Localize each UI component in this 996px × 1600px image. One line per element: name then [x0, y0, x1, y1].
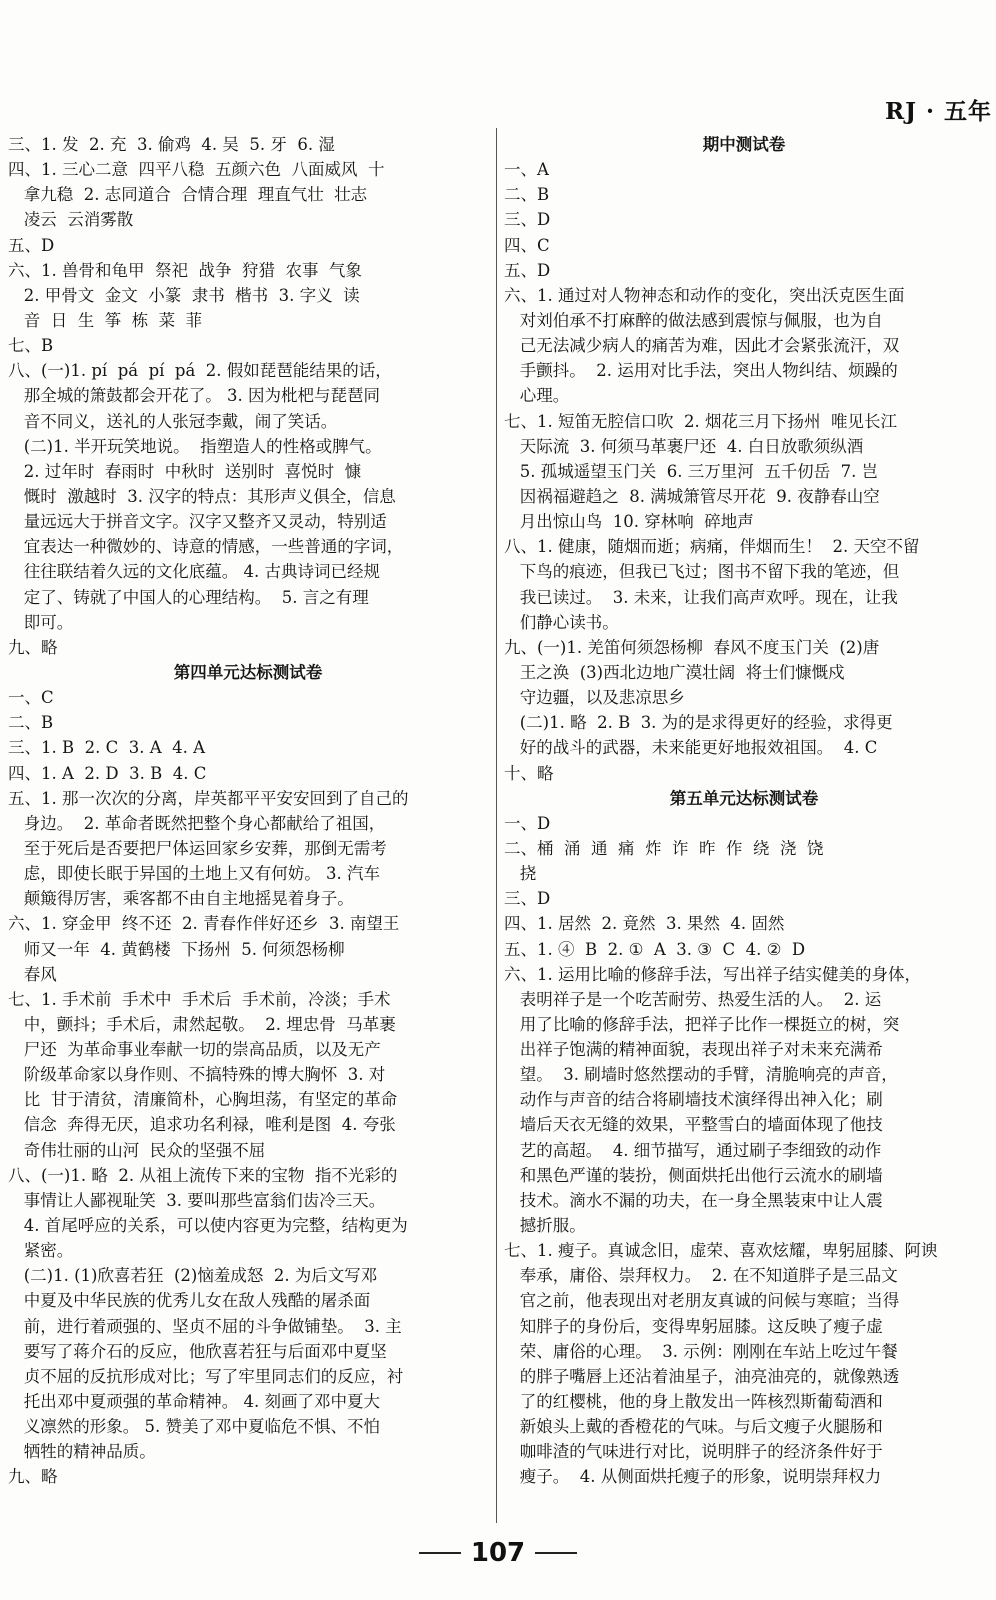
answer-line: 奇伟壮丽的山河 民众的坚强不屈 — [8, 1140, 266, 1160]
answer-line: 新娘头上戴的香橙花的气味。与后文瘦子火腿肠和 — [504, 1417, 883, 1437]
answer-line: 艺的高超。 4. 细节描写，通过刷子李细致的动作 — [504, 1140, 882, 1160]
answer-line: 因祸福避趋之 8. 满城箫管尽开花 9. 夜静春山空 — [504, 486, 880, 506]
answer-line: 技术。滴水不漏的功夫，在一身全黑装束中让人震 — [504, 1190, 883, 1210]
answer-line: 三、1. B 2. C 3. A 4. A — [8, 738, 206, 758]
answer-line: 墙后天衣无缝的效果，平整雪白的墙面体现了他技 — [504, 1115, 883, 1135]
answer-line: 挠 — [504, 864, 537, 884]
answer-line: 六、1. 穿金甲 终不还 2. 青春作伴好还乡 3. 南望王 — [8, 914, 400, 934]
answer-line: 尸还 为革命事业奉献一切的崇高品质，以及无产 — [8, 1040, 381, 1060]
answer-line: 一、A — [504, 160, 549, 180]
page-number: 107 — [470, 1538, 526, 1568]
answer-line: 七、B — [8, 336, 54, 356]
answer-line: 信念 奔得无厌，追求功名利禄，唯利是图 4. 夸张 — [8, 1115, 396, 1135]
answer-line: 2. 过年时 春雨时 中秋时 送别时 喜悦时 慷 — [8, 461, 362, 481]
answer-line: 虑，即使长眠于异国的土地上又有何妨。 3. 汽车 — [8, 864, 380, 884]
answer-line: 的胖子嘴唇上还沾着油星子，油亮油亮的，就像熟透 — [504, 1366, 900, 1386]
answer-line: 十、略 — [504, 763, 554, 783]
answer-line: 王之涣 (3)西北边地广漠壮阔 将士们慷慨戍 — [504, 662, 845, 682]
answer-line: 定了、铸就了中国人的心理结构。 5. 言之有理 — [8, 587, 369, 607]
answer-line: 己无法减少病人的痛苦为难，因此才会紧张流汗，双 — [504, 336, 900, 356]
answer-line: 四、C — [504, 235, 550, 255]
answer-line: 八、(一)1. pí pá pí pá 2. 假如琵琶能结果的话， — [8, 361, 392, 381]
answer-line: 奉承，庸俗、崇拜权力。 2. 在不知道胖子是三品文 — [504, 1266, 898, 1286]
answer-line: 守边疆，以及悲凉思乡 — [504, 688, 685, 708]
answer-line: 手颤抖。 2. 运用对比手法，突出人物纠结、烦躁的 — [504, 361, 898, 381]
answer-line: 托出邓中夏顽强的革命精神。 4. 刻画了邓中夏大 — [8, 1392, 380, 1412]
answer-line: 七、1. 手术前 手术中 手术后 手术前，冷淡；手术 — [8, 989, 391, 1009]
answer-line: 六、1. 通过对人物神态和动作的变化，突出沃克医生面 — [504, 285, 905, 305]
answer-line: 2. 甲骨文 金文 小篆 隶书 楷书 3. 字义 读 — [8, 285, 360, 305]
right-column — [504, 132, 984, 1490]
page-footer — [0, 1538, 996, 1568]
answer-line: 二、B — [8, 713, 54, 733]
answer-line: 中，颤抖；手术后，肃然起敬。 2. 埋忠骨 马革裹 — [8, 1014, 396, 1034]
answer-line: 4. 首尾呼应的关系，可以使内容更为完整，结构更为 — [8, 1216, 408, 1236]
answer-line: 出祥子饱满的精神面貌，表现出祥子对未来充满希 — [504, 1040, 883, 1060]
answer-line: 官之前，他表现出对老朋友真诚的问候与寒暄；当得 — [504, 1291, 900, 1311]
answer-line: 知胖子的身份后，变得卑躬屈膝。这反映了瘦子虚 — [504, 1316, 883, 1336]
answer-line: 慨时 激越时 3. 汉字的特点：其形声义俱全，信息 — [8, 486, 396, 506]
section-title: 期中测试卷 — [702, 135, 786, 154]
answer-line: 一、D — [504, 813, 551, 833]
answer-line: 前，进行着顽强的、坚贞不屈的斗争做铺垫。 3. 主 — [8, 1316, 402, 1336]
answer-line: 我已读过。 3. 未来，让我们高声欢呼。现在，让我 — [504, 587, 898, 607]
answer-line: 下鸟的痕迹，但我已飞过；图书不留下我的笔迹，但 — [504, 562, 900, 582]
answer-line: 义凛然的形象。 5. 赞美了邓中夏临危不惧、不怕 — [8, 1417, 380, 1437]
answer-line: 瘦子。 4. 从侧面烘托瘦子的形象，说明崇拜权力 — [504, 1467, 882, 1487]
answer-line: 宜表达一种微妙的、诗意的情感，一些普通的字词， — [8, 537, 404, 557]
answer-line: 九、(一)1. 羌笛何须怨杨柳 春风不度玉门关 (2)唐 — [504, 637, 880, 657]
answer-line: 比 甘于清贫，清廉简朴，心胸坦荡，有坚定的革命 — [8, 1090, 398, 1110]
answer-line: 望。 3. 刷墙时悠然摆动的手臂，清脆响亮的声音， — [504, 1065, 898, 1085]
answer-line: 三、D — [504, 210, 551, 230]
answer-line: 三、D — [504, 889, 551, 909]
answer-line: (二)1. 半开玩笑地说。 指塑造人的性格或脾气。 — [8, 436, 382, 456]
answer-line: 七、1. 短笛无腔信口吹 2. 烟花三月下扬州 唯见长江 — [504, 411, 897, 431]
answer-line: 好的战斗的武器，未来能更好地报效祖国。 4. C — [504, 738, 878, 758]
answer-line: 撼折服。 — [504, 1216, 586, 1236]
answer-line: 至于死后是否要把尸体运回家乡安葬，那倒无需考 — [8, 838, 387, 858]
footer-rule-right — [535, 1552, 577, 1554]
answer-line: 月出惊山鸟 10. 穿林响 碎地声 — [504, 512, 754, 532]
answer-line: 即可。 — [8, 612, 74, 632]
answer-line: 要写了蒋介石的反应，他欣喜若狂与后面邓中夏坚 — [8, 1341, 387, 1361]
section-title: 第五单元达标测试卷 — [669, 788, 819, 808]
answer-line: 们静心读书。 — [504, 612, 619, 632]
answer-line: 四、1. A 2. D 3. B 4. C — [8, 763, 207, 783]
answer-line: 六、1. 运用比喻的修辞手法，写出祥子结实健美的身体， — [504, 964, 921, 984]
answer-line: 七、1. 瘦子。真诚念旧，虚荣、喜欢炫耀，卑躬屈膝、阿谀 — [504, 1241, 938, 1261]
answer-line: 中夏及中华民族的优秀儿女在敌人残酷的屠杀面 — [8, 1291, 371, 1311]
answer-line: 一、C — [8, 688, 54, 708]
answer-line: 身边。 2. 革命者既然把整个身心都献给了祖国， — [8, 813, 386, 833]
answer-line: 四、1. 居然 2. 竟然 3. 果然 4. 固然 — [504, 914, 785, 934]
answer-line: 拿九稳 2. 志同道合 合情合理 理直气壮 壮志 — [8, 185, 368, 205]
answer-line: 三、1. 发 2. 充 3. 偷鸡 4. 吴 5. 牙 6. 湿 — [8, 135, 335, 154]
column-divider — [496, 128, 497, 1523]
answer-line: 和黑色严谨的装扮，侧面烘托出他行云流水的刷墙 — [504, 1165, 883, 1185]
answer-line: 九、略 — [8, 637, 58, 657]
answer-line: 师又一年 4. 黄鹤楼 下扬州 5. 何须怨杨柳 — [8, 939, 345, 959]
answer-line: 五、1. ④ B 2. ① A 3. ③ C 4. ② D — [504, 939, 806, 959]
answer-line: 春风 — [8, 964, 57, 984]
section-title: 第四单元达标测试卷 — [173, 662, 323, 682]
answer-line: 音 日 生 筝 栋 菜 菲 — [8, 310, 203, 330]
answer-line: 往往联结着久远的文化底蕴。 4. 古典诗词已经规 — [8, 562, 380, 582]
answer-line: 心理。 — [504, 386, 570, 406]
answer-line: 动作与声音的结合将刷墙技术演绎得出神入化；刷 — [504, 1090, 883, 1110]
answer-line: 音不同义，送礼的人张冠李戴，闹了笑话。 — [8, 411, 338, 431]
answer-line: 紧密。 — [8, 1241, 74, 1261]
answer-line: 贞不屈的反抗形成对比；写了牢里同志们的反应，衬 — [8, 1366, 404, 1386]
answer-line: 咖啡渣的气味进行对比，说明胖子的经济条件好于 — [504, 1442, 883, 1462]
answer-line: 那全城的箫鼓都会开花了。 3. 因为枇杷与琵琶同 — [8, 386, 380, 406]
answer-line: 用了比喻的修辞手法，把祥子比作一棵挺立的树，突 — [504, 1014, 900, 1034]
answer-line: 牺牲的精神品质。 — [8, 1442, 156, 1462]
answer-line: 表明祥子是一个吃苦耐劳、热爱生活的人。 2. 运 — [504, 989, 882, 1009]
answer-line: 事情让人鄙视耻笑 3. 要叫那些富翁们齿冷三天。 — [8, 1190, 386, 1210]
answer-line: 天际流 3. 何须马革裹尸还 4. 白日放歌须纵酒 — [504, 436, 864, 456]
answer-line: 对刘伯承不打麻醉的做法感到震惊与佩服，也为自 — [504, 310, 883, 330]
left-column — [8, 132, 488, 1490]
answer-line: 颠簸得厉害，乘客都不由自主地摇晃着身子。 — [8, 889, 354, 909]
answer-line: 5. 孤城遥望玉门关 6. 三万里河 五千仞岳 7. 岂 — [504, 461, 879, 481]
answer-line: 六、1. 兽骨和龟甲 祭祀 战争 狩猎 农事 气象 — [8, 260, 362, 280]
answer-line: (二)1. 略 2. B 3. 为的是求得更好的经验，求得更 — [504, 713, 893, 733]
answer-line: 八、(一)1. 略 2. 从祖上流传下来的宝物 指不光彩的 — [8, 1165, 398, 1185]
answer-line: 了的红樱桃，他的身上散发出一阵核烈斯葡萄酒和 — [504, 1392, 883, 1412]
answer-line: (二)1. (1)欣喜若狂 (2)恼羞成怒 2. 为后文写邓 — [8, 1266, 378, 1286]
answer-line: 五、D — [504, 260, 551, 280]
answer-line: 荣、庸俗的心理。 3. 示例：刚刚在车站上吃过午餐 — [504, 1341, 898, 1361]
answer-line: 量远远大于拼音文字。汉字又整齐又灵动，特别适 — [8, 512, 387, 532]
answer-line: 五、1. 那一次次的分离，岸英都平平安安回到了自己的 — [8, 788, 409, 808]
footer-rule-left — [419, 1552, 461, 1554]
answer-line: 九、略 — [8, 1467, 58, 1487]
answer-line: 阶级革命家以身作则、不搞特殊的博大胸怀 3. 对 — [8, 1065, 386, 1085]
answer-line: 二、桶 涌 通 痛 炸 诈 昨 作 绕 浇 饶 — [504, 838, 824, 858]
answer-line: 五、D — [8, 235, 55, 255]
grade-tag: RJ · 五年 — [884, 98, 992, 125]
answer-line: 四、1. 三心二意 四平八稳 五颜六色 八面威风 十 — [8, 160, 385, 180]
answer-line: 八、1. 健康，随烟而逝；病痛，伴烟而生！ 2. 天空不留 — [504, 537, 920, 557]
answer-line: 凌云 云消雾散 — [8, 210, 134, 230]
answer-line: 二、B — [504, 185, 550, 205]
